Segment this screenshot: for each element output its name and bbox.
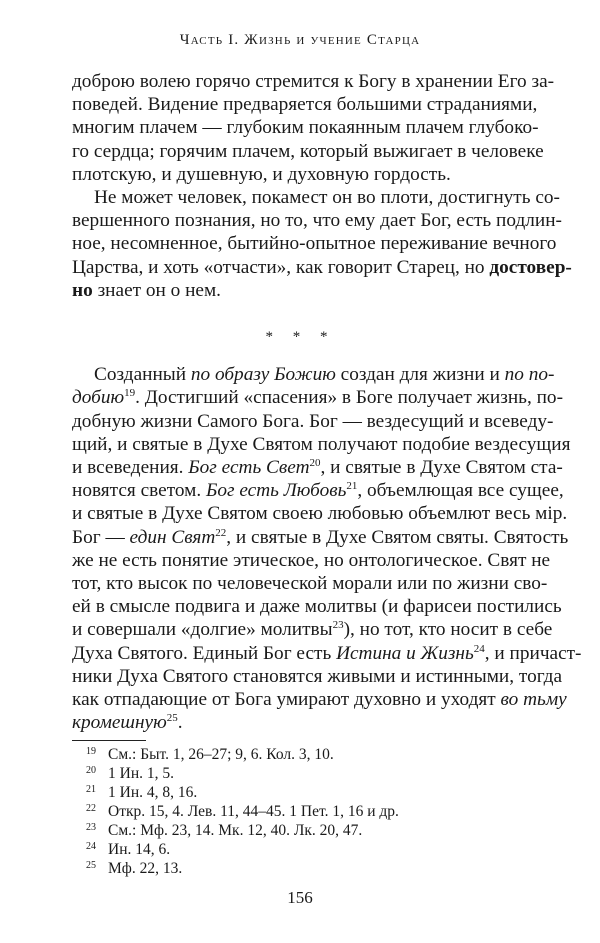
text-run: ное, несомненное, бытийно-опытное переживание вечного <box>72 233 557 255</box>
text-line <box>72 70 555 93</box>
footnote-ref: 25 <box>166 712 178 725</box>
italic-text: един Свят <box>129 526 216 548</box>
text-run: плотскую, и душевную, и духовную гордость. <box>72 163 451 185</box>
text-run: Созданный <box>94 364 191 386</box>
footnote-text: Откр. 15, 4. Лев. 11, 44–45. 1 Пет. 1, 16 и др. <box>108 803 399 820</box>
footnote-ref: 20 <box>309 457 321 470</box>
footnote-ref: 19 <box>124 387 136 400</box>
text-run: многим плачем — глубоким покаянным плачем глубоко- <box>72 117 539 139</box>
italic-text: добию <box>72 387 125 409</box>
footnote-rule <box>72 740 146 741</box>
paragraphs-before-separator <box>72 70 572 302</box>
text-line <box>72 711 529 734</box>
text-run: как отпадающие от Бога умирают духовно и уходят <box>72 689 501 711</box>
text-run: ей в смысле подвига и даже молитвы (и фарисеи постились <box>72 596 562 618</box>
text-line <box>72 140 544 163</box>
footnote: 24 Ин. 14, 6. <box>86 841 171 858</box>
text-line <box>72 433 571 456</box>
text-line <box>72 526 569 549</box>
footnote-text: Ин. 14, 6. <box>108 841 171 858</box>
text-line <box>72 116 539 139</box>
text-line <box>72 410 554 433</box>
italic-text: по по- <box>504 364 555 386</box>
text-run: , и причаст- <box>484 642 582 664</box>
text-line <box>72 618 553 641</box>
text-run: новятся светом. <box>72 480 206 502</box>
text-run: Бог — <box>72 526 130 548</box>
text-run: , объемлющая все сущее, <box>357 480 564 502</box>
footnote-ref: 23 <box>332 619 344 632</box>
footnote-text: Мф. 22, 13. <box>108 860 183 877</box>
paragraph <box>72 186 572 302</box>
footnote: 23 См.: Мф. 23, 14. Мк. 12, 40. Лк. 20, 47. <box>86 822 363 839</box>
footnote-text: См.: Мф. 23, 14. Мк. 12, 40. Лк. 20, 47. <box>108 822 363 839</box>
footnote: 25 Мф. 22, 13. <box>86 860 183 877</box>
text-line <box>72 93 538 116</box>
text-run: поведей. Видение предваряется большими страданиями, <box>72 94 538 116</box>
bold-text: достовер- <box>489 256 572 278</box>
text-line <box>72 502 568 525</box>
text-line <box>72 549 551 572</box>
paragraph <box>72 363 582 734</box>
text-run: го сердца; горячим плачем, который выжигает в человеке <box>72 140 544 162</box>
italic-text: Бог есть Любовь <box>205 480 347 502</box>
footnote-ref: 22 <box>215 526 227 539</box>
text-line <box>72 595 562 618</box>
text-run: тот, кто высок по человеческой морали или по жизни сво- <box>72 573 548 595</box>
paragraph <box>72 70 555 186</box>
text-run: Духа Святого. Единый Бог есть <box>72 642 337 664</box>
text-line <box>72 572 548 595</box>
italic-text: Истина и Жизнь <box>336 642 474 664</box>
footnote: 22 Откр. 15, 4. Лев. 11, 44–45. 1 Пет. 1, 16 и др. <box>86 803 399 820</box>
footnote-text: 1 Ин. 1, 5. <box>108 765 174 782</box>
footnote-ref: 21 <box>346 480 358 493</box>
text-run: Царства, и хоть «отчасти», как говорит Старец, но <box>72 256 490 278</box>
text-line <box>72 665 563 688</box>
text-run: доброю волею горячо стремится к Богу в хранении Его за- <box>72 71 555 92</box>
text-line <box>72 232 557 255</box>
text-run: ), но тот, кто носит в себе <box>343 619 553 641</box>
text-run: знает он о нем. <box>92 279 222 301</box>
text-run: . Достигший «спасения» в Боге получает жизнь, по- <box>135 387 563 409</box>
footnotes <box>86 745 399 878</box>
text-line <box>72 186 560 209</box>
text-run: щий, и святые в Духе Святом получают подобие вездесущия <box>72 433 571 455</box>
footnote: 21 1 Ин. 4, 8, 16. <box>86 784 198 801</box>
footnote-text: 1 Ин. 4, 8, 16. <box>108 784 198 801</box>
text-run: ники Духа Святого становятся живыми и истинными, тогда <box>72 665 563 687</box>
italic-text: кромешную <box>72 712 167 734</box>
text-run: , и святые в Духе Святом ста- <box>320 457 563 479</box>
text-line <box>72 209 562 232</box>
footnote: 20 1 Ин. 1, 5. <box>86 765 174 782</box>
italic-text: по образу Божию <box>190 364 336 386</box>
paragraphs-after-separator <box>72 363 582 734</box>
text-run: . <box>177 712 183 734</box>
page-number: 156 <box>287 888 313 907</box>
text-line <box>72 163 529 186</box>
text-line <box>72 386 563 409</box>
text-run: и всеведения. <box>72 457 189 479</box>
bold-text: но <box>72 279 93 301</box>
footnote-ref: 24 <box>473 642 485 655</box>
footnote: 19 См.: Быт. 1, 26–27; 9, 6. Кол. 3, 10. <box>86 746 334 763</box>
text-line <box>72 363 555 386</box>
section-separator: * * * <box>265 329 336 346</box>
text-run: и святые в Духе Святом своею любовью объемлют весь мiр. <box>72 503 568 525</box>
text-run: же не есть понятие этическое, но онтологическое. Свят не <box>72 549 551 571</box>
footnote-text: См.: Быт. 1, 26–27; 9, 6. Кол. 3, 10. <box>108 746 334 763</box>
text-run: Не может человек, покамест он во плоти, достигнуть со- <box>94 187 560 209</box>
text-line <box>72 479 564 502</box>
running-header: Часть I. Жизнь и учение Старца <box>179 32 421 48</box>
text-run: , и святые в Духе Святом святы. Святость <box>226 526 569 548</box>
text-run: вершенного познания, но то, что ему дает Бог, есть подлин- <box>72 210 562 232</box>
text-line <box>72 688 567 711</box>
body-text <box>72 70 582 734</box>
italic-text: Бог есть Свет <box>188 457 310 479</box>
text-run: создан для жизни и <box>335 364 505 386</box>
text-run: и совершали «долгие» молитвы <box>72 619 333 641</box>
text-line <box>72 279 529 302</box>
italic-text: во тьму <box>500 689 567 711</box>
text-line <box>72 256 572 279</box>
text-line <box>72 642 582 665</box>
text-run: добную жизни Самого Бога. Бог — вездесущий и всеведу- <box>72 410 554 432</box>
text-line <box>72 456 563 479</box>
